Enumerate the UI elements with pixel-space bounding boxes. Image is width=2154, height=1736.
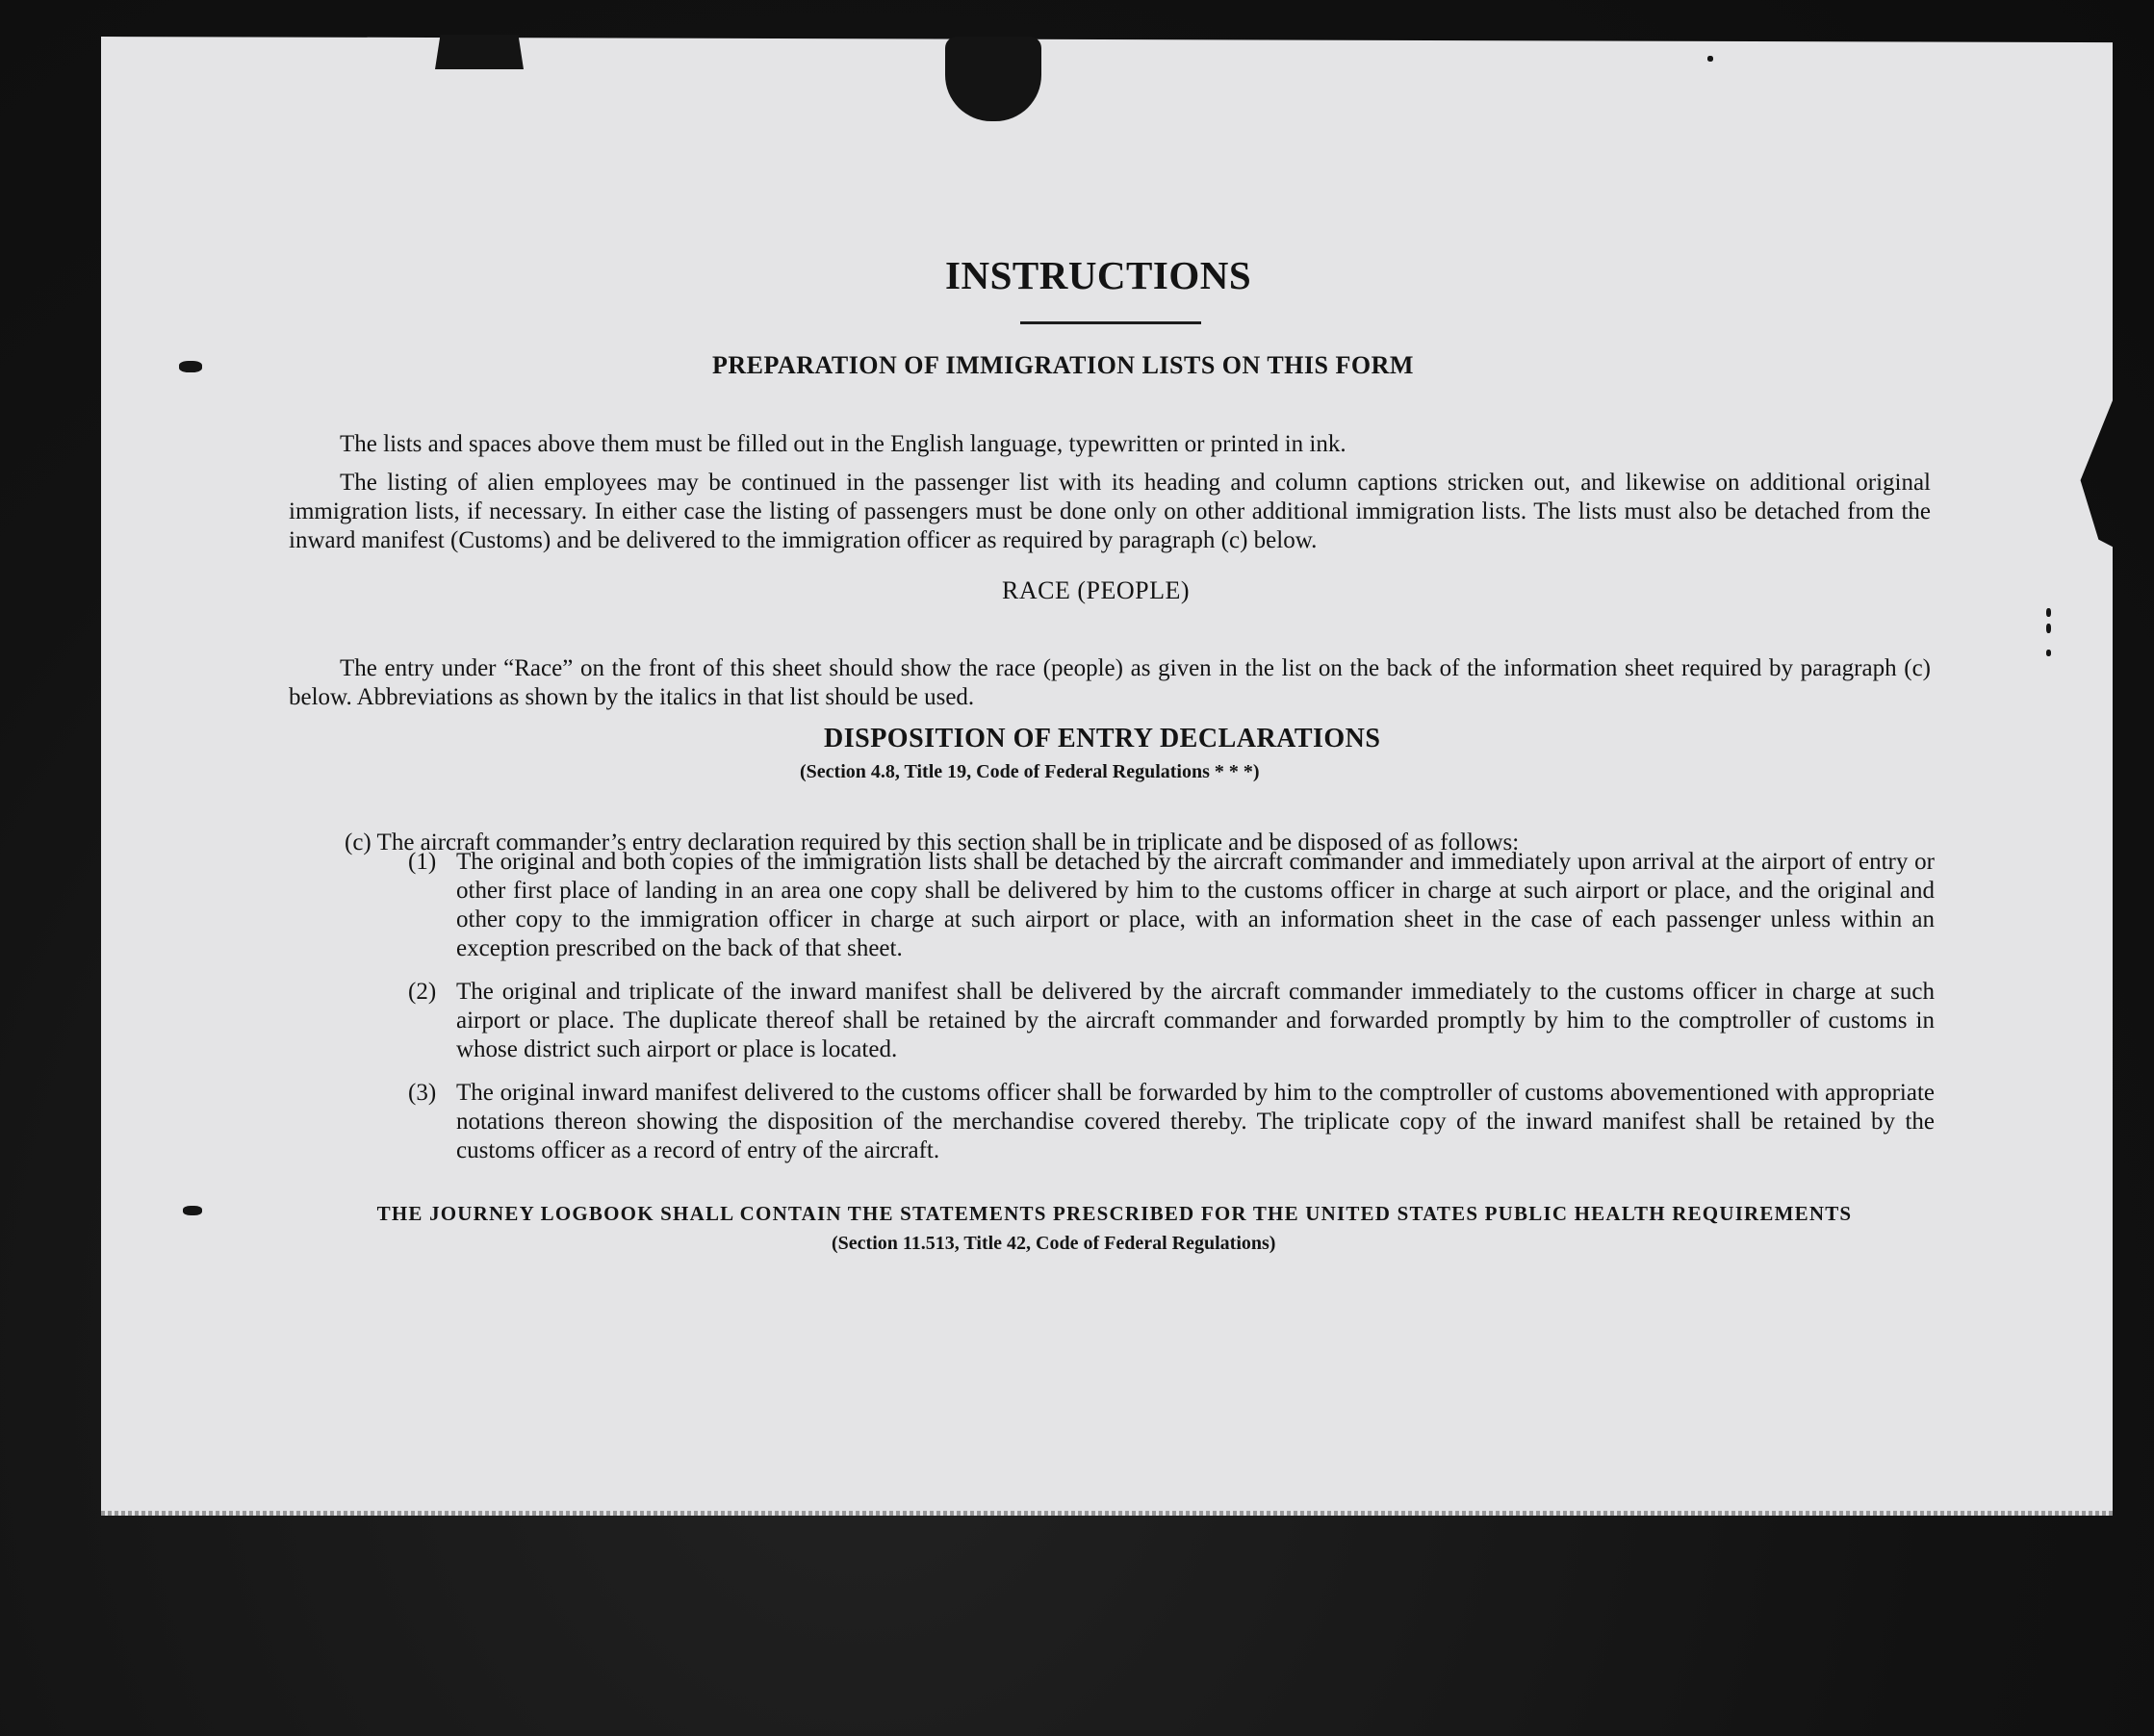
health-requirements-statement: THE JOURNEY LOGBOOK SHALL CONTAIN THE STATEMENTS PRESCRIBED FOR THE UNITED STATES PUBLIC HEALTH REQUIREMENTS xyxy=(376,1202,1853,1225)
paragraph-entry-declaration-intro: (c) The aircraft commander’s entry declaration required by this section shall be in triplicate and be disposed of as follows: xyxy=(345,830,1520,855)
section-heading-preparation: PREPARATION OF IMMIGRATION LISTS ON THIS FORM xyxy=(712,351,1414,379)
list-item-number: (2) xyxy=(408,979,437,1005)
regulation-reference-title-42: (Section 11.513, Title 42, Code of Federal Regulations) xyxy=(832,1233,1276,1254)
margin-mark xyxy=(179,361,202,372)
paragraph-race: The entry under “Race” on the front of this sheet should show the race (people) as given in the list on the back of the information sheet required by paragraph (c) below. Abbreviations as shown by the italics in that list should be used. xyxy=(289,655,1931,710)
margin-mark xyxy=(2046,608,2051,617)
regulation-reference-title-19: (Section 4.8, Title 19, Code of Federal Regulations * * *) xyxy=(800,761,1260,782)
section-heading-race: RACE (PEOPLE) xyxy=(1002,576,1190,604)
punch-hole-center xyxy=(945,37,1041,121)
list-item-number: (1) xyxy=(408,849,437,875)
punch-hole-left xyxy=(435,35,524,69)
list-item-text: The original and triplicate of the inward manifest shall be delivered by the aircraft commander immediately to the customs officer in charge at such airport or place. The duplicate thereof shall be retained by the aircraft commander and forwarded promptly by him to the comptroller of customs in whose district such airport or place is located. xyxy=(456,979,1935,1062)
list-item xyxy=(408,848,1935,963)
title-underline xyxy=(1020,321,1201,324)
list-item-text: The original inward manifest delivered to the customs officer shall be forwarded by him to the comptroller of customs abovementioned with appropriate notations thereon showing the disposition of the merchandise covered thereby. The triplicate copy of the inward manifest shall be retained by the customs officer as a record of entry of the aircraft. xyxy=(456,1080,1935,1163)
page-title: INSTRUCTIONS xyxy=(945,253,1252,297)
margin-mark xyxy=(2046,650,2051,656)
paragraph-language: The lists and spaces above them must be filled out in the English language, typewritten or printed in ink. xyxy=(340,431,1346,457)
list-item xyxy=(408,1079,1935,1165)
list-item xyxy=(408,978,1935,1064)
margin-mark xyxy=(1707,56,1713,62)
section-heading-disposition: DISPOSITION OF ENTRY DECLARATIONS xyxy=(824,724,1381,753)
margin-mark xyxy=(2046,624,2051,633)
paragraph-alien-employees: The listing of alien employees may be continued in the passenger list with its heading and column captions stricken out, and likewise on additional original immigration lists, if necessary. In either case the listing of passengers must be done only on other additional immigration lists. The lists must also be detached from the inward manifest (Customs) and be delivered to the immigration officer as required by paragraph (c) below. xyxy=(289,470,1931,553)
margin-mark xyxy=(183,1206,202,1215)
list-item-number: (3) xyxy=(408,1080,437,1106)
list-item-text: The original and both copies of the immigration lists shall be detached by the aircraft commander and immediately upon arrival at the airport of entry or other first place of landing in an area one copy shall be delivered by him to the customs officer in charge at such airport or place, and the original and other copy to the immigration officer in charge at such airport or place, with an information sheet in the case of each passenger unless within an exception prescribed on the back of that sheet. xyxy=(456,849,1935,961)
